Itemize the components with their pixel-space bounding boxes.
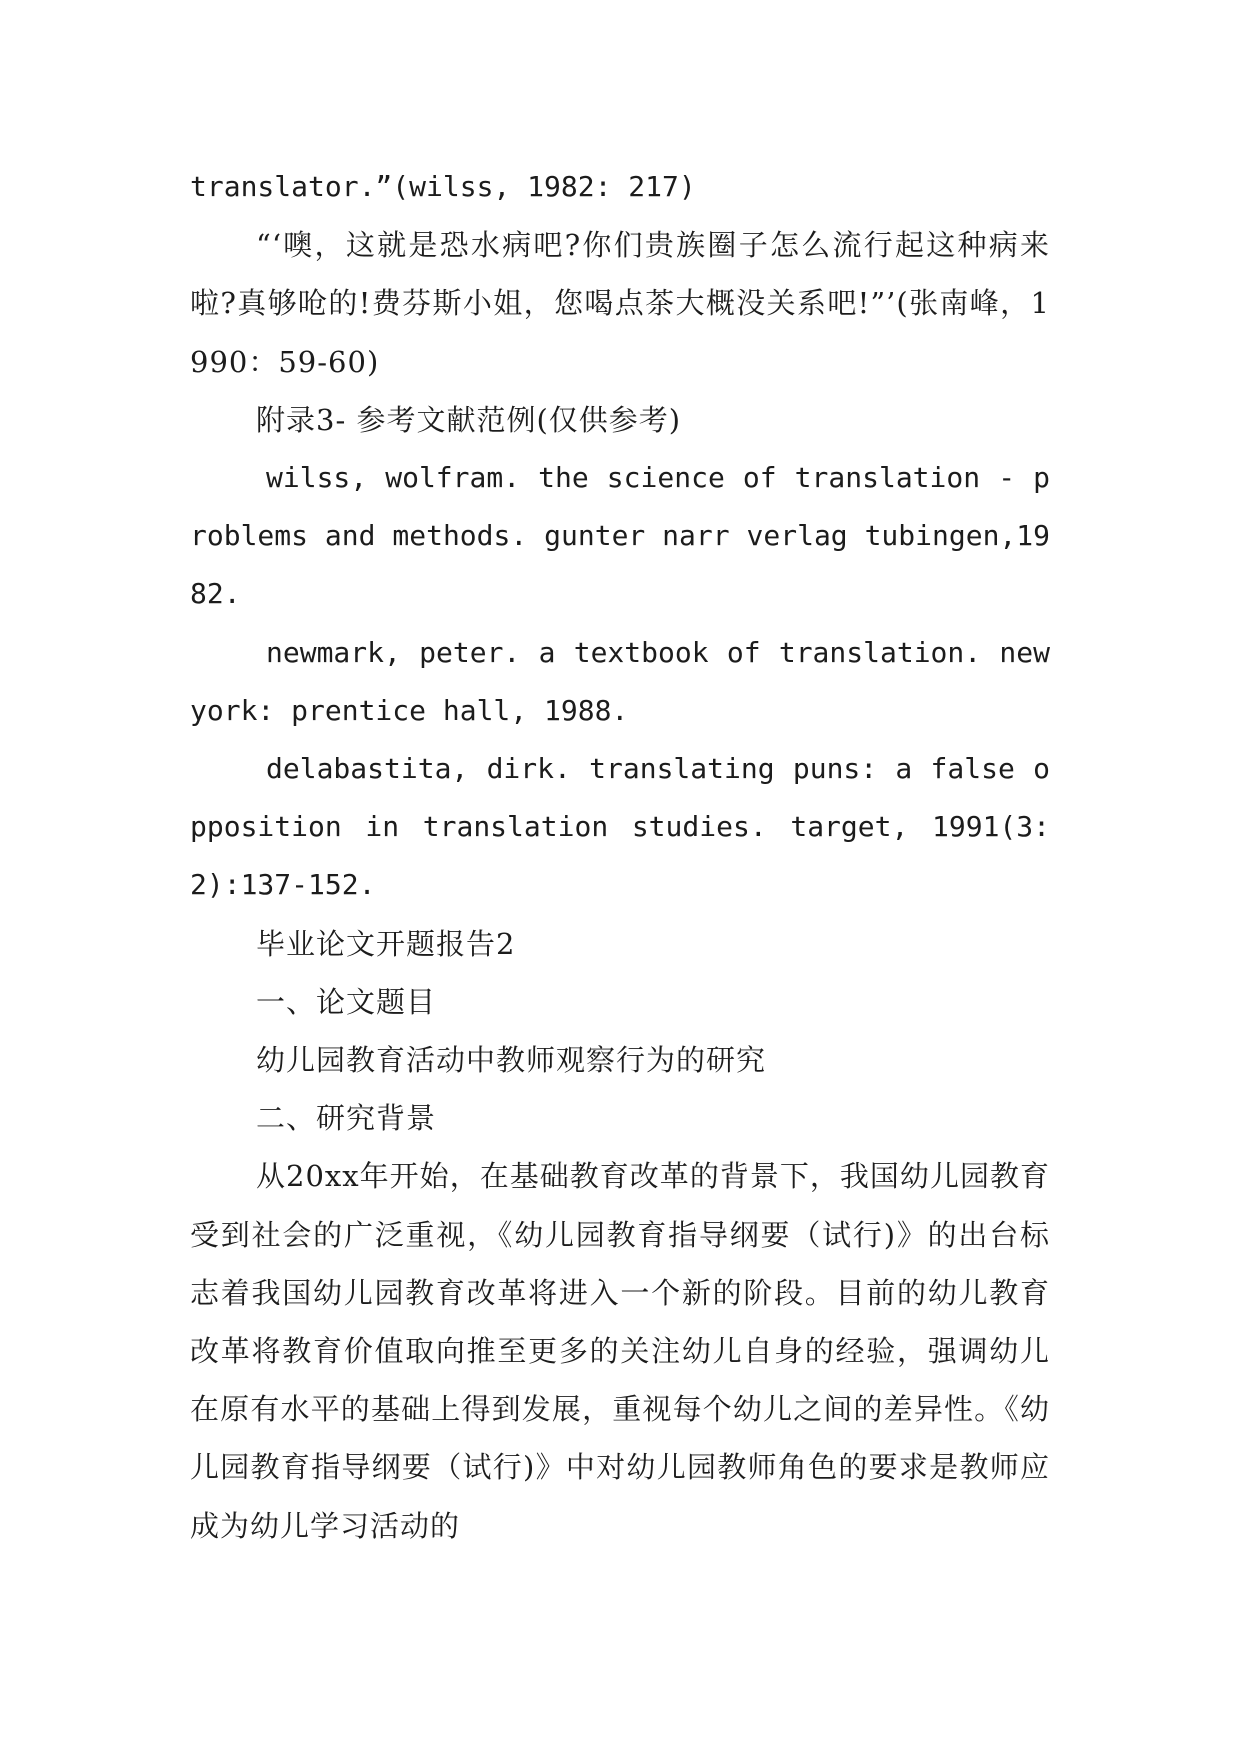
quote-continuation: translator.”(wilss, 1982: 217) bbox=[190, 170, 696, 203]
document-body bbox=[190, 158, 1050, 1555]
quote-paragraph: “‘噢，这就是恐水病吧?你们贵族圈子怎么流行起这种病来啦?真够呛的!费芬斯小姐，您喝点茶大概没关系吧!”’(张南峰，1990：59-60) bbox=[190, 228, 1050, 379]
section-heading: 二、研究背景 bbox=[256, 1101, 437, 1136]
section-heading: 一、论文题目 bbox=[256, 984, 437, 1019]
appendix-heading: 附录3- 参考文献范例(仅供参考) bbox=[256, 402, 682, 437]
body-paragraph: 从20xx年开始，在基础教育改革的背景下，我国幼儿园教育受到社会的广泛重视，《幼儿园教育指导纲要（试行)》的出台标志着我国幼儿园教育改革将进入一个新的阶段。目前的幼儿教育改革将教育价值取向推至更多的关注幼儿自身的经验，强调幼儿在原有水平的基础上得到发展，重视每个幼儿之间的差异性。《幼儿园教育指导纲要（试行)》中对幼儿园教师角色的要求是教师应成为幼儿学习活动的 bbox=[190, 1159, 1050, 1543]
section-title: 毕业论文开题报告2 bbox=[256, 926, 516, 961]
thesis-title: 幼儿园教育活动中教师观察行为的研究 bbox=[256, 1043, 767, 1078]
reference-item: delabastita, dirk. translating puns: a false opposition in translation studies. target, 1991(3:2):137-152. bbox=[190, 752, 1050, 902]
reference-item: wilss, wolfram. the science of translation - problems and methods. gunter narr verlag tubingen,1982. bbox=[190, 461, 1050, 611]
reference-item: newmark, peter. a textbook of translation. new york: prentice hall, 1988. bbox=[190, 635, 1050, 727]
